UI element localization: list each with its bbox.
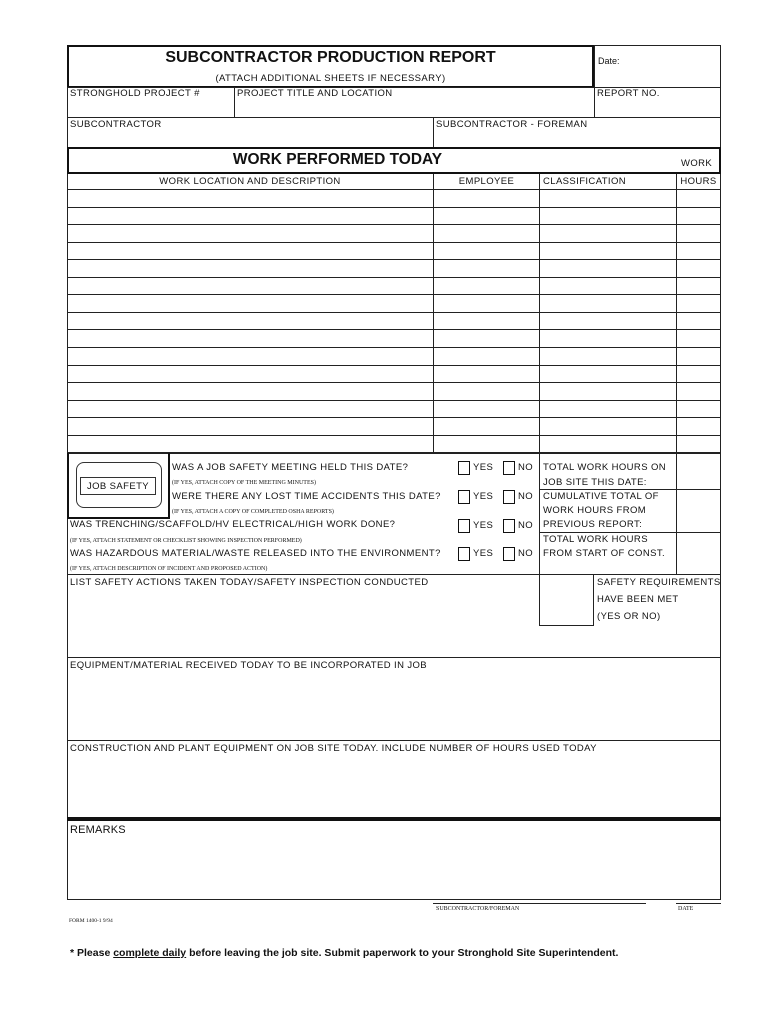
table-cell[interactable] [434,295,538,311]
table-cell[interactable] [68,348,432,364]
table-cell[interactable] [677,348,720,364]
checkbox-trenching-no[interactable] [503,519,515,533]
safety-actions-label: LIST SAFETY ACTIONS TAKEN TODAY/SAFETY INSPECTION CONDUCTED [70,577,429,588]
table-cell[interactable] [434,418,538,434]
table-cell[interactable] [540,401,675,417]
signature-date-field[interactable] [677,888,720,902]
table-cell[interactable] [677,401,720,417]
total-hours-today-label-1: TOTAL WORK HOURS ON [543,462,667,473]
checkbox-meeting-no[interactable] [503,461,515,475]
table-cell[interactable] [434,278,538,294]
table-cell[interactable] [68,418,432,434]
total-hours-today-label-2: JOB SITE THIS DATE: [543,477,647,488]
table-cell[interactable] [540,330,675,346]
footer-note-post: before leaving the job site. Submit paperwork to your Stronghold Site Superintendent. [186,947,619,959]
table-cell[interactable] [677,330,720,346]
checkbox-accidents-yes[interactable] [458,490,470,504]
safety-note-trenching: (IF YES, ATTACH STATEMENT OR CHECKLIST SHOWING INSPECTION PERFORMED) [70,538,302,544]
safety-question-hazardous: WAS HAZARDOUS MATERIAL/WASTE RELEASED INTO THE ENVIRONMENT? [70,548,441,559]
table-cell[interactable] [434,225,538,241]
no-label: NO [518,520,534,531]
table-cell[interactable] [68,383,432,399]
table-cell[interactable] [68,260,432,276]
work-label: WORK [681,158,713,169]
table-cell[interactable] [677,225,720,241]
column-line [433,174,434,453]
table-cell[interactable] [540,366,675,382]
no-label: NO [518,491,534,502]
table-cell[interactable] [434,190,538,206]
table-cell[interactable] [434,348,538,364]
table-cell[interactable] [68,243,432,259]
checkbox-hazardous-no[interactable] [503,547,515,561]
table-cell[interactable] [434,401,538,417]
date-field[interactable] [596,45,721,87]
table-cell[interactable] [434,383,538,399]
table-cell[interactable] [434,260,538,276]
date-label: Date: [598,56,620,66]
project-title-label: PROJECT TITLE AND LOCATION [237,88,393,99]
table-cell[interactable] [68,366,432,382]
table-cell[interactable] [677,383,720,399]
table-cell[interactable] [540,190,675,206]
no-label: NO [518,462,534,473]
table-cell[interactable] [68,436,432,452]
signature-date-label: DATE [678,906,694,912]
table-cell[interactable] [68,295,432,311]
safety-requirements-label-1: SAFETY REQUIREMENTS [597,577,721,588]
cumulative-hours-label-2: WORK HOURS FROM [543,505,647,516]
table-cell[interactable] [68,313,432,329]
safety-requirements-answer-box[interactable] [539,574,594,626]
safety-requirements-label-2: HAVE BEEN MET [597,594,679,605]
subcontractor-field[interactable] [68,131,432,147]
construction-equipment-field[interactable] [68,756,720,816]
table-cell[interactable] [540,295,675,311]
safety-question-meeting: WAS A JOB SAFETY MEETING HELD THIS DATE? [172,462,409,473]
project-number-label: STRONGHOLD PROJECT # [70,88,200,99]
remarks-label: REMARKS [70,824,126,836]
table-cell[interactable] [434,366,538,382]
table-cell[interactable] [677,278,720,294]
column-header-description: WORK LOCATION AND DESCRIPTION [159,176,341,187]
yes-label: YES [473,520,494,531]
safety-requirements-label-3: (YES OR NO) [597,611,661,622]
table-cell[interactable] [677,295,720,311]
signature-foreman-label: SUBCONTRACTOR/FOREMAN [436,906,520,912]
table-cell[interactable] [68,401,432,417]
project-number-field[interactable] [68,100,233,117]
foreman-label: SUBCONTRACTOR - FOREMAN [436,119,588,130]
report-subtitle: (ATTACH ADDITIONAL SHEETS IF NECESSARY) [215,73,446,84]
table-cell[interactable] [540,313,675,329]
subcontractor-label: SUBCONTRACTOR [70,119,162,130]
table-cell[interactable] [68,225,432,241]
safety-note-accidents: (IF YES, ATTACH A COPY OF COMPLETED OSHA REPORTS) [172,509,334,515]
cumulative-hours-label-3: PREVIOUS REPORT: [543,519,643,530]
table-cell[interactable] [677,190,720,206]
yes-label: YES [473,491,494,502]
checkbox-meeting-yes[interactable] [458,461,470,475]
table-cell[interactable] [434,243,538,259]
table-cell[interactable] [540,278,675,294]
safety-question-accidents: WERE THERE ANY LOST TIME ACCIDENTS THIS DATE? [172,491,441,502]
project-title-field[interactable] [236,100,593,117]
table-cell[interactable] [540,436,675,452]
column-line [676,174,677,453]
table-cell[interactable] [540,208,675,224]
checkbox-accidents-no[interactable] [503,490,515,504]
signature-foreman-field[interactable] [434,888,644,902]
equipment-received-label: EQUIPMENT/MATERIAL RECEIVED TODAY TO BE INCORPORATED IN JOB [70,660,428,671]
column-header-classification: CLASSIFICATION [543,176,627,187]
construction-equipment-label: CONSTRUCTION AND PLANT EQUIPMENT ON JOB SITE TODAY. INCLUDE NUMBER OF HOURS USED TODAY [70,743,597,754]
report-number-label: REPORT NO. [597,88,660,99]
remarks-divider [67,817,721,821]
yes-label: YES [473,462,494,473]
yes-label: YES [473,548,494,559]
table-cell[interactable] [677,313,720,329]
work-performed-title: WORK PERFORMED TODAY [232,151,443,168]
footer-note-emphasis: complete daily [113,947,187,959]
table-cell[interactable] [540,260,675,276]
table-cell[interactable] [68,278,432,294]
table-cell[interactable] [540,225,675,241]
safety-question-trenching: WAS TRENCHING/SCAFFOLD/HV ELECTRICAL/HIGH WORK DONE? [70,519,396,530]
table-cell[interactable] [540,418,675,434]
table-cell[interactable] [540,348,675,364]
safety-actions-field[interactable] [68,590,538,656]
table-cell[interactable] [677,436,720,452]
table-cell[interactable] [68,190,432,206]
no-label: NO [518,548,534,559]
table-cell[interactable] [68,208,432,224]
table-cell[interactable] [677,418,720,434]
checkbox-hazardous-yes[interactable] [458,547,470,561]
cumulative-hours-field[interactable] [678,491,720,531]
table-cell[interactable] [434,313,538,329]
table-cell[interactable] [677,366,720,382]
form-number: FORM 1400-1 9/94 [69,918,113,924]
column-line [539,174,540,453]
foreman-field[interactable] [435,131,720,147]
job-safety-label: JOB SAFETY [86,481,150,492]
column-header-hours: HOURS [680,176,717,187]
report-number-field[interactable] [596,100,720,117]
table-cell[interactable] [434,208,538,224]
table-cell[interactable] [540,243,675,259]
table-cell[interactable] [677,260,720,276]
footer-note [70,947,618,959]
hours-since-start-label-2: FROM START OF CONST. [543,548,666,559]
column-header-employee: EMPLOYEE [458,176,515,187]
cumulative-hours-label-1: CUMULATIVE TOTAL OF [543,491,659,502]
hours-since-start-field[interactable] [678,534,720,573]
table-cell[interactable] [677,243,720,259]
footer-note-pre: * Please [70,947,114,959]
total-hours-today-field[interactable] [678,455,720,488]
table-cell[interactable] [677,208,720,224]
checkbox-trenching-yes[interactable] [458,519,470,533]
equipment-received-field[interactable] [68,673,720,739]
safety-note-hazardous: (IF YES, ATTACH DESCRIPTION OF INCIDENT AND PROPOSED ACTION) [70,566,268,572]
table-cell[interactable] [68,330,432,346]
hours-since-start-label-1: TOTAL WORK HOURS [543,534,648,545]
safety-note-meeting: (IF YES, ATTACH COPY OF THE MEETING MINUTES) [172,480,316,486]
table-cell[interactable] [434,330,538,346]
table-cell[interactable] [540,383,675,399]
report-title: SUBCONTRACTOR PRODUCTION REPORT [165,49,496,66]
table-cell[interactable] [434,436,538,452]
